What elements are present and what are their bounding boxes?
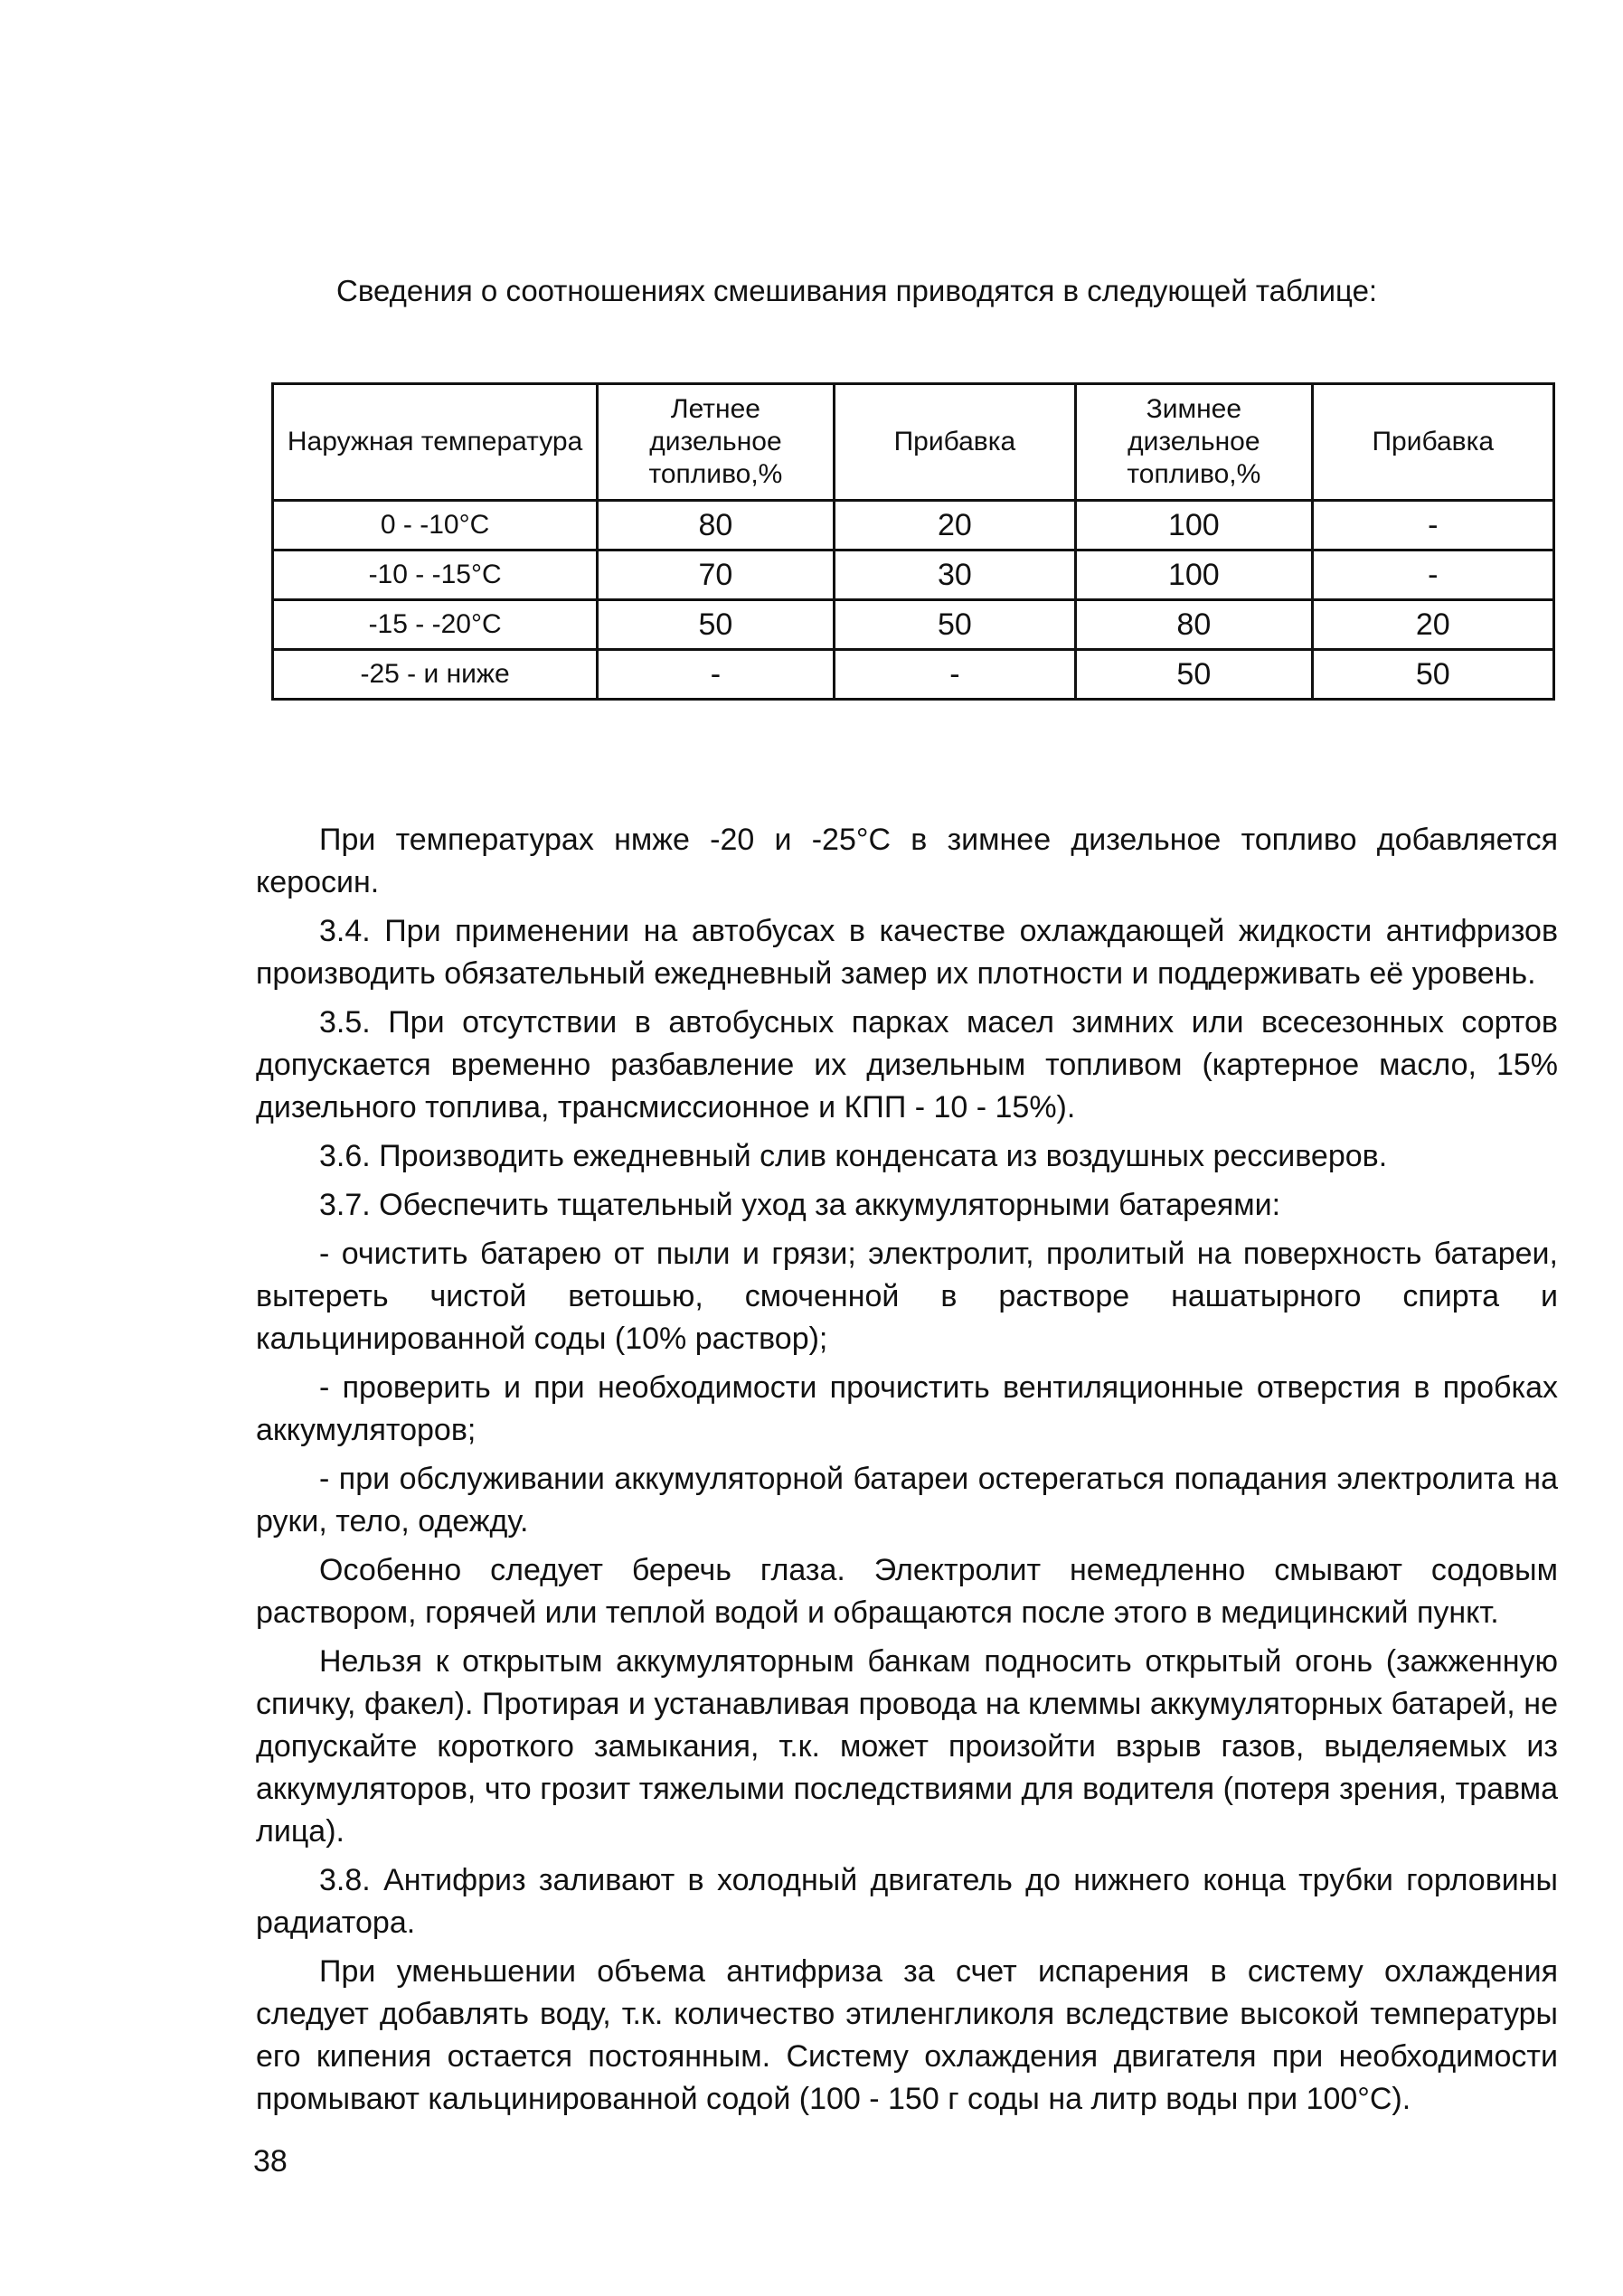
table-cell-temperature: -10 - -15°C: [273, 550, 598, 600]
table-cell: 100: [1076, 550, 1313, 600]
table-cell: 80: [1076, 600, 1313, 650]
paragraph-antifreeze-topup: При уменьшении объема антифриза за счет испарения в систему охлаждения следует добавлять воду, т.к. количество этиленгликоля вследствие высокой температуры его кипения остается постоянным. Систему охлаждения двигателя при необходимости промывают кальцинированной содой (100 - 150 г соды на литр воды при 100°C).: [256, 1954, 1558, 2116]
header-additive-winter: Прибавка: [1312, 384, 1553, 501]
page-number: 38: [253, 2144, 288, 2178]
mixing-ratio-table: [271, 382, 1555, 701]
table-cell-temperature: -25 - и ниже: [273, 650, 598, 700]
table-cell: -: [1312, 550, 1553, 600]
paragraph-3-4: 3.4. При применении на автобусах в качестве охлаждающей жидкости антифризов производить обязательный ежедневный замер их плотности и поддерживать её уровень.: [256, 914, 1558, 991]
header-outdoor-temperature: Наружная температура: [273, 384, 598, 501]
table-cell-temperature: 0 - -10°C: [273, 501, 598, 550]
paragraph-battery-clean: - очистить батарею от пыли и грязи; электролит, пролитый на поверхность батареи, вытереть чистой ветошью, смоченной в растворе нашатырного спирта и кальцинированной соды (10% раствор);: [256, 1237, 1558, 1356]
table-cell: 50: [598, 600, 835, 650]
paragraph-3-7: 3.7. Обеспечить тщательный уход за аккумуляторными батареями:: [319, 1188, 1281, 1222]
table-row: [273, 501, 1554, 550]
paragraph-3-8: 3.8. Антифриз заливают в холодный двигатель до нижнего конца трубки горловины радиатора.: [256, 1863, 1558, 1940]
paragraph-3-5: 3.5. При отсутствии в автобусных парках масел зимних или всесезонных сортов допускается временно разбавление их дизельным топливом (картерное масло, 15% дизельного топлива, трансмиссионное и КПП - 10 - 15%).: [256, 1005, 1558, 1124]
header-additive-summer: Прибавка: [834, 384, 1075, 501]
paragraph-open-fire-warning: Нельзя к открытым аккумуляторным банкам подносить открытый огонь (зажженную спичку, факел). Протирая и устанавливая провода на клеммы аккумуляторных батарей, не допускайте короткого замыкания, т.к. может произойти взрыв газов, выделяемых из аккумуляторов, что грозит тяжелыми последствиями для водителя (потеря зрения, травма лица).: [256, 1644, 1558, 1849]
table-header-row: [273, 384, 1554, 501]
paragraph-battery-electrolyte: - при обслуживании аккумуляторной батареи остерегаться попадания электролита на руки, тело, одежду.: [256, 1462, 1558, 1539]
table-cell: 20: [1312, 600, 1553, 650]
table-cell: 20: [834, 501, 1075, 550]
table-cell: -: [834, 650, 1075, 700]
paragraph-kerosene-note: При температурах нмже -20 и -25°C в зимнее дизельное топливо добавляется керосин.: [256, 823, 1558, 899]
table-cell-temperature: -15 - -20°C: [273, 600, 598, 650]
table-row: [273, 650, 1554, 700]
table-cell: -: [598, 650, 835, 700]
body-text: [256, 819, 1558, 2127]
table-cell: 100: [1076, 501, 1313, 550]
table-cell: 70: [598, 550, 835, 600]
table-cell: 30: [834, 550, 1075, 600]
paragraph-eye-safety: Особенно следует беречь глаза. Электролит немедленно смывают содовым раствором, горячей или теплой водой и обращаются после этого в медицинский пункт.: [256, 1553, 1558, 1630]
paragraph-3-6: 3.6. Производить ежедневный слив конденсата из воздушных рессиверов.: [319, 1139, 1388, 1173]
table-cell: -: [1312, 501, 1553, 550]
table-cell: 50: [1076, 650, 1313, 700]
paragraph-battery-vents: - проверить и при необходимости прочистить вентиляционные отверстия в пробках аккумуляторов;: [256, 1370, 1558, 1447]
table-cell: 80: [598, 501, 835, 550]
table-cell: 50: [1312, 650, 1553, 700]
header-winter-diesel: Зимнее дизельное топливо,%: [1076, 384, 1313, 501]
header-summer-diesel: Летнее дизельное топливо,%: [598, 384, 835, 501]
table-cell: 50: [834, 600, 1075, 650]
intro-sentence: Сведения о соотношениях смешивания приводятся в следующей таблице:: [336, 274, 1378, 307]
table-row: [273, 550, 1554, 600]
table-row: [273, 600, 1554, 650]
